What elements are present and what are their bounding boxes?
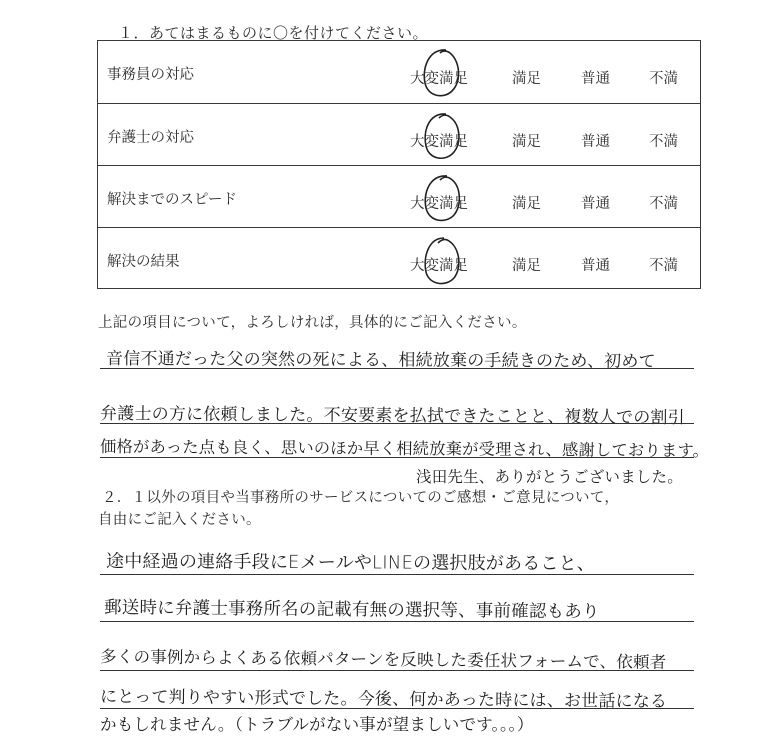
option-dissatisfied: 不満 (649, 196, 678, 212)
option-very-satisfied: 大変満足 (410, 258, 468, 274)
option-dissatisfied: 不満 (649, 258, 678, 274)
handwritten-answer-line: 音信不通だった父の突然の死による、相続放棄の手続きのため、初めて (106, 349, 656, 372)
row-label: 弁護士の対応 (107, 130, 194, 146)
option-very-satisfied: 大変満足 (410, 71, 468, 87)
option-dissatisfied: 不満 (649, 71, 678, 87)
handwritten-answer-line: 郵送時に弁護士事務所名の記載有無の選択等、事前確認もあり (104, 598, 600, 623)
table-row (98, 103, 700, 165)
handwritten-answer-line: かもしれません。（トラブルがない事が望ましいです。。。） (100, 715, 534, 734)
writing-line (100, 457, 694, 458)
handwritten-answer-line: 多くの事例からよくある依頼パターンを反映した委任状フォームで、依頼者 (100, 647, 667, 672)
option-neutral: 普通 (581, 258, 610, 274)
writing-line (100, 423, 694, 424)
comment-prompt-1: 上記の項目について，よろしければ，具体的にご記入ください。 (98, 315, 527, 331)
writing-line (100, 574, 694, 575)
handwritten-answer-line: 途中経過の連絡手段にEメールやLINEの選択肢があること、 (106, 551, 596, 575)
writing-line (100, 621, 694, 622)
row-label: 事務員の対応 (107, 67, 194, 83)
table-row (98, 227, 700, 289)
table-row (98, 165, 700, 227)
option-satisfied: 満足 (512, 134, 541, 150)
handwritten-answer-line: 価格があった点も良く、思いのほか早く相続放棄が受理され、感謝しております。 (100, 437, 710, 461)
writing-line (100, 670, 694, 671)
handwritten-answer-line: 弁護士の方に依頼しました。不安要素を払拭できたことと、複数人での割引 (100, 404, 685, 429)
comment-prompt-2-line2: 自由にご記入ください。 (98, 512, 261, 528)
row-label: 解決までのスピード (107, 192, 237, 208)
option-very-satisfied: 大変満足 (410, 196, 468, 212)
satisfaction-table (97, 40, 701, 289)
comment-prompt-2-line1: ２．１以外の項目や当事務所のサービスについてのご感想・ご意見について， (102, 490, 620, 506)
writing-line (100, 368, 694, 369)
option-dissatisfied: 不満 (649, 134, 678, 150)
option-neutral: 普通 (581, 196, 610, 212)
option-very-satisfied: 大変満足 (410, 134, 468, 150)
option-satisfied: 満足 (512, 196, 541, 212)
row-label: 解決の結果 (107, 254, 180, 270)
table-row (98, 41, 700, 103)
option-neutral: 普通 (581, 71, 610, 87)
handwritten-answer-line: にとって判りやすい形式でした。今後、何かあった時には、お世話になる (100, 687, 668, 712)
option-neutral: 普通 (581, 134, 610, 150)
writing-line (100, 708, 694, 709)
option-satisfied: 満足 (512, 258, 541, 274)
question-1-heading: １．あてはまるものに〇を付けてください。 (118, 24, 429, 42)
handwritten-signature-line: 浅田先生、ありがとうございました。 (416, 468, 683, 486)
option-satisfied: 満足 (512, 71, 541, 87)
